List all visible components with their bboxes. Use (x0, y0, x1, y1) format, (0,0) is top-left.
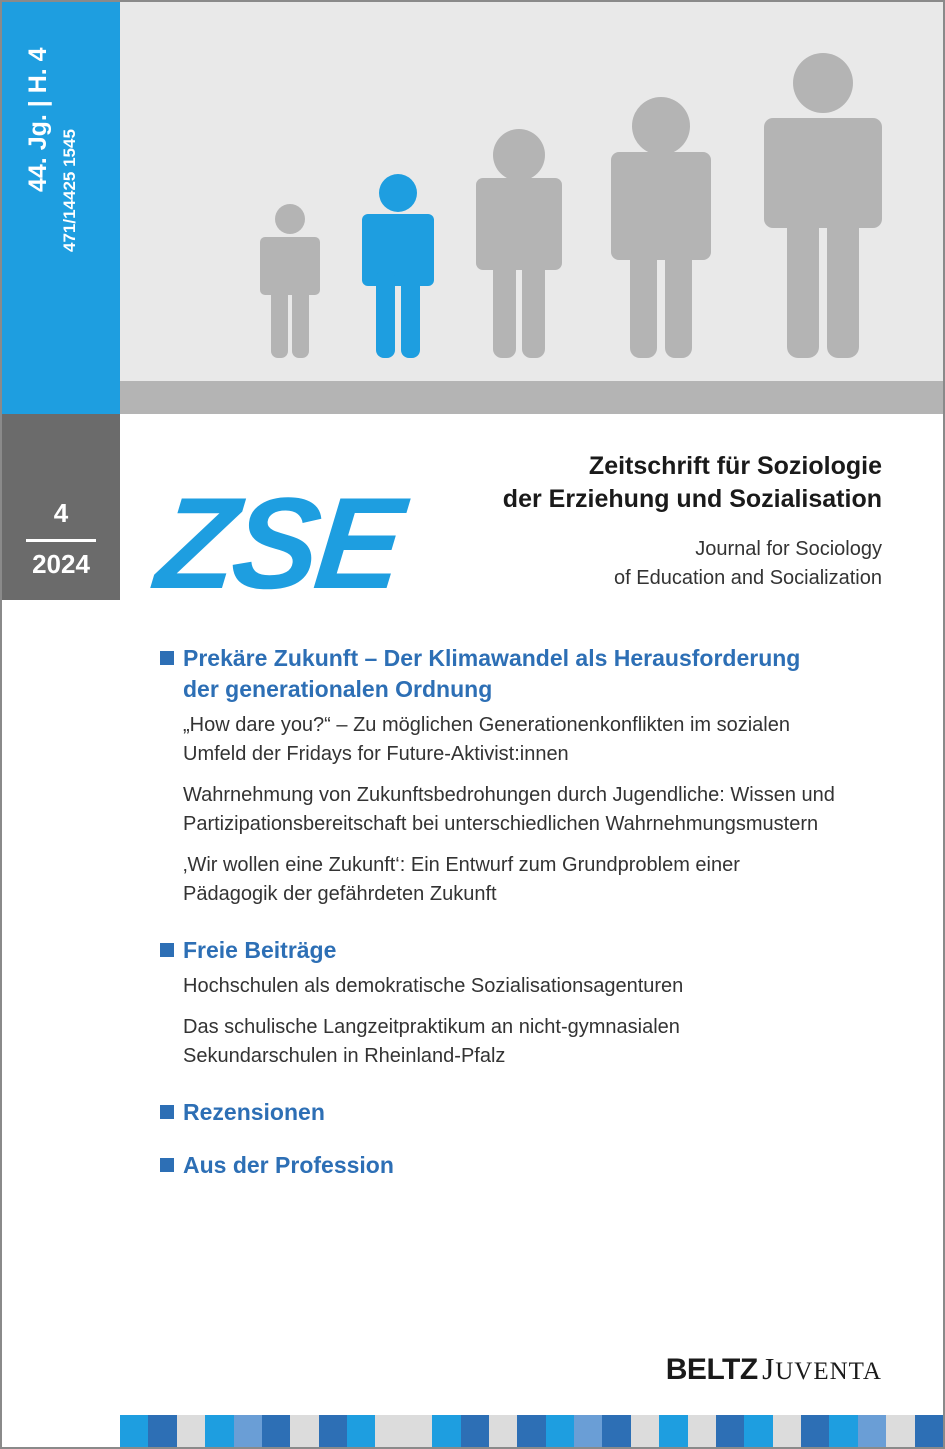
strip-block (375, 1415, 403, 1447)
strip-block (432, 1415, 460, 1447)
strip-block (744, 1415, 772, 1447)
strip-block (404, 1415, 432, 1447)
section-title-line: Aus der Profession (183, 1152, 394, 1178)
people-illustration (0, 0, 945, 414)
spine-code: 471/14425 1545 (60, 129, 79, 252)
strip-block (773, 1415, 801, 1447)
issue-divider (26, 539, 96, 542)
strip-block (716, 1415, 744, 1447)
article-title-line: Partizipationsbereitschaft bei unterschiedlichen Wahrnehmungsmustern (183, 813, 819, 835)
journal-title-line: Zeitschrift für Soziologie (588, 452, 882, 480)
person-icon (764, 53, 882, 358)
strip-block (801, 1415, 829, 1447)
article-title-line: Pädagogik der gefährdeten Zukunft (183, 883, 497, 905)
strip-block (517, 1415, 545, 1447)
toc-section-heading (160, 1097, 900, 1128)
strip-block (858, 1415, 886, 1447)
strip-block (829, 1415, 857, 1447)
issue-box (2, 414, 120, 600)
journal-title (503, 450, 882, 516)
publisher-name-juventa (762, 1351, 882, 1386)
journal-title-line: der Erziehung und Sozialisation (502, 485, 882, 513)
strip-block (177, 1415, 205, 1447)
article-title-line: Das schulische Langzeitpraktikum an nicht-gymnasialen (183, 1016, 680, 1038)
spine-volume-issue: 44. Jg. | H. 4 (24, 47, 52, 192)
article-title-line: ‚Wir wollen eine Zukunft‘: Ein Entwurf zum Grundproblem einer (183, 854, 740, 876)
person-icon (611, 97, 711, 358)
strip-block (290, 1415, 318, 1447)
section-title-line: Rezensionen (183, 1099, 325, 1125)
article-title-line: Sekundarschulen in Rheinland-Pfalz (183, 1045, 506, 1067)
strip-block (120, 1415, 148, 1447)
strip-block (688, 1415, 716, 1447)
strip-block (631, 1415, 659, 1447)
square-bullet-icon (160, 1105, 174, 1119)
toc-section-heading (160, 643, 900, 705)
square-bullet-icon (160, 1158, 174, 1172)
strip-block (148, 1415, 176, 1447)
decorative-color-strip (120, 1415, 943, 1447)
article-title-line: Umfeld der Fridays for Future-Aktivist:innen (183, 743, 569, 765)
article-title-line: Wahrnehmung von Zukunftsbedrohungen durch Jugendliche: Wissen und (183, 784, 835, 806)
journal-subtitle-line: of Education and Socialization (614, 567, 882, 589)
journal-subtitle-line: Journal for Sociology (695, 538, 882, 560)
strip-block (489, 1415, 517, 1447)
section-title-line: der generationalen Ordnung (183, 676, 493, 702)
strip-block (319, 1415, 347, 1447)
issue-year: 2024 (32, 549, 90, 579)
strip-block (915, 1415, 943, 1447)
toc-section-heading (160, 935, 900, 966)
strip-block (574, 1415, 602, 1447)
issue-number: 4 (53, 498, 69, 528)
toc-article (160, 851, 900, 909)
publisher-logo (666, 1353, 882, 1385)
toc-article (160, 972, 900, 1001)
strip-block (602, 1415, 630, 1447)
toc-article (160, 781, 900, 839)
strip-block (347, 1415, 375, 1447)
square-bullet-icon (160, 651, 174, 665)
toc-article (160, 711, 900, 769)
strip-block (262, 1415, 290, 1447)
publisher-initial: J (762, 1351, 776, 1386)
publisher-name-beltz: BELTZ (665, 1353, 758, 1386)
person-icon (362, 174, 434, 358)
strip-block (546, 1415, 574, 1447)
journal-logo: ZSE (150, 470, 407, 616)
section-title-line: Prekäre Zukunft – Der Klimawandel als Herausforderung (183, 645, 801, 671)
person-icon (476, 129, 562, 358)
article-title-line: Hochschulen als demokratische Sozialisationsagenturen (183, 975, 684, 997)
person-icon (260, 204, 320, 358)
strip-block (461, 1415, 489, 1447)
section-title-line: Freie Beiträge (183, 937, 337, 963)
publisher-rest: UVENTA (775, 1358, 882, 1385)
journal-subtitle (614, 535, 882, 593)
strip-block (886, 1415, 914, 1447)
strip-block (659, 1415, 687, 1447)
strip-block (234, 1415, 262, 1447)
toc-section-heading (160, 1150, 900, 1181)
strip-block (205, 1415, 233, 1447)
square-bullet-icon (160, 943, 174, 957)
table-of-contents (160, 643, 900, 1181)
toc-article (160, 1013, 900, 1071)
article-title-line: „How dare you?“ – Zu möglichen Generationenkonflikten im sozialen (183, 714, 790, 736)
